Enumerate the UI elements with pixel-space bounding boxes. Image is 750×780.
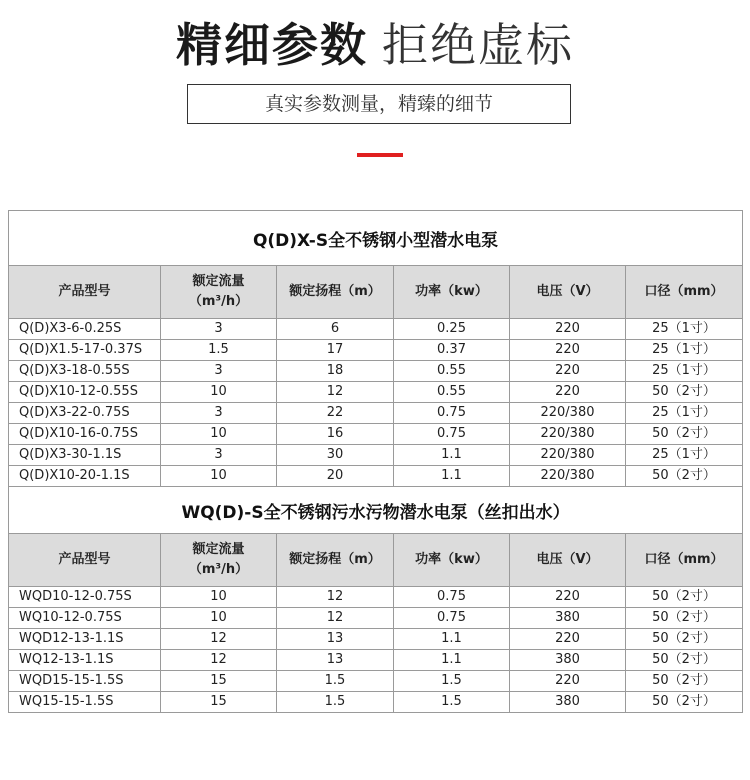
title-bold: 精细参数: [176, 18, 368, 72]
table-cell: 0.75: [394, 424, 510, 445]
col-header-model: [9, 534, 161, 587]
section-title: WQ(D)-S全不锈钢污水污物潜水电泵（丝扣出水）: [9, 487, 743, 534]
table-cell: 3: [161, 445, 277, 466]
col-header-voltage: [510, 266, 626, 319]
table-cell: 12: [277, 608, 394, 629]
col-header-caliber: [626, 534, 743, 587]
table-cell: WQ12-13-1.1S: [9, 650, 161, 671]
table-cell: 3: [161, 319, 277, 340]
col-header-flow-label: （m³/h）: [188, 294, 249, 309]
table-row: [9, 361, 743, 382]
table-cell: 220/380: [510, 424, 626, 445]
table-cell: 10: [161, 466, 277, 487]
table-cell: Q(D)X3-30-1.1S: [9, 445, 161, 466]
table-cell: 50（2寸）: [626, 650, 743, 671]
table-cell: 220: [510, 340, 626, 361]
table-cell: WQD15-15-1.5S: [9, 671, 161, 692]
table-cell: 50（2寸）: [626, 608, 743, 629]
col-header-caliber-label: 口径（mm）: [644, 552, 724, 567]
table-cell: WQ15-15-1.5S: [9, 692, 161, 713]
table-cell: 25（1寸）: [626, 340, 743, 361]
section-title-row: [9, 487, 743, 534]
table-cell: 220/380: [510, 466, 626, 487]
table-cell: 50（2寸）: [626, 692, 743, 713]
col-header-power-label: 功率（kw）: [415, 284, 488, 299]
table-cell: 1.5: [161, 340, 277, 361]
col-header-head-label: 额定扬程（m）: [289, 284, 381, 299]
table-cell: 220: [510, 382, 626, 403]
table-cell: 10: [161, 587, 277, 608]
table-cell: 25（1寸）: [626, 361, 743, 382]
accent-divider: [357, 153, 403, 157]
table-cell: 1.1: [394, 466, 510, 487]
table-row: [9, 692, 743, 713]
table-row: [9, 382, 743, 403]
table-cell: 6: [277, 319, 394, 340]
col-header-flow: [161, 534, 277, 587]
table-cell: 50（2寸）: [626, 466, 743, 487]
subtitle-box: [187, 84, 571, 124]
table-cell: 25（1寸）: [626, 445, 743, 466]
col-header-power: [394, 534, 510, 587]
table-row: [9, 319, 743, 340]
spec-table: [8, 210, 743, 713]
table-cell: 3: [161, 361, 277, 382]
section-title: Q(D)X-S全不锈钢小型潜水电泵: [9, 211, 743, 266]
table-cell: 0.55: [394, 382, 510, 403]
table-cell: 1.1: [394, 629, 510, 650]
table-cell: 380: [510, 608, 626, 629]
table-cell: 10: [161, 608, 277, 629]
col-header-flow-label: （m³/h）: [188, 562, 249, 577]
col-header-head-label: 额定扬程（m）: [289, 552, 381, 567]
subtitle: 真实参数测量，精臻的细节: [264, 93, 493, 115]
page-title: [0, 10, 750, 80]
table-cell: 0.75: [394, 403, 510, 424]
col-header-voltage-label: 电压（V）: [536, 552, 599, 567]
table-cell: 12: [277, 587, 394, 608]
table-row: [9, 445, 743, 466]
table-cell: 50（2寸）: [626, 382, 743, 403]
table-row: [9, 650, 743, 671]
table-cell: 12: [161, 629, 277, 650]
table-cell: 12: [277, 382, 394, 403]
table-row: [9, 424, 743, 445]
table-cell: 1.5: [394, 692, 510, 713]
table-cell: 17: [277, 340, 394, 361]
table-cell: 1.5: [277, 671, 394, 692]
table-cell: 13: [277, 650, 394, 671]
col-header-head: [277, 266, 394, 319]
col-header-caliber: [626, 266, 743, 319]
table-cell: 1.5: [394, 671, 510, 692]
table-cell: 220: [510, 361, 626, 382]
table-cell: 20: [277, 466, 394, 487]
col-header-flow: [161, 266, 277, 319]
table-cell: Q(D)X10-20-1.1S: [9, 466, 161, 487]
table-cell: 0.25: [394, 319, 510, 340]
table-cell: 30: [277, 445, 394, 466]
col-header-flow-label: 额定流量: [192, 274, 245, 289]
table-cell: 220: [510, 671, 626, 692]
table-cell: 0.55: [394, 361, 510, 382]
col-header-voltage: [510, 534, 626, 587]
table-row: [9, 671, 743, 692]
table-row: [9, 403, 743, 424]
table-cell: 0.37: [394, 340, 510, 361]
table-cell: 220/380: [510, 445, 626, 466]
table-cell: 13: [277, 629, 394, 650]
table-cell: 3: [161, 403, 277, 424]
table-cell: Q(D)X1.5-17-0.37S: [9, 340, 161, 361]
table-cell: 25（1寸）: [626, 403, 743, 424]
table-cell: 1.1: [394, 650, 510, 671]
table-cell: Q(D)X3-18-0.55S: [9, 361, 161, 382]
table-cell: 220: [510, 319, 626, 340]
header-row: [9, 534, 743, 587]
table-cell: 12: [161, 650, 277, 671]
table-cell: 1.1: [394, 445, 510, 466]
col-header-head: [277, 534, 394, 587]
table-cell: 380: [510, 650, 626, 671]
table-cell: 220: [510, 587, 626, 608]
table-cell: 15: [161, 671, 277, 692]
table-cell: WQ10-12-0.75S: [9, 608, 161, 629]
table-cell: 50（2寸）: [626, 629, 743, 650]
table-cell: 15: [161, 692, 277, 713]
table-cell: Q(D)X3-22-0.75S: [9, 403, 161, 424]
col-header-power: [394, 266, 510, 319]
table-cell: 22: [277, 403, 394, 424]
col-header-voltage-label: 电压（V）: [536, 284, 599, 299]
table-cell: 50（2寸）: [626, 671, 743, 692]
table-row: [9, 608, 743, 629]
table-cell: 16: [277, 424, 394, 445]
col-header-power-label: 功率（kw）: [415, 552, 488, 567]
col-header-model-label: 产品型号: [58, 284, 111, 299]
table-cell: 50（2寸）: [626, 424, 743, 445]
section-title-row: [9, 211, 743, 266]
table-row: [9, 340, 743, 361]
table-cell: WQD10-12-0.75S: [9, 587, 161, 608]
table-row: [9, 587, 743, 608]
table-row: [9, 629, 743, 650]
col-header-model-label: 产品型号: [58, 552, 111, 567]
table-cell: WQD12-13-1.1S: [9, 629, 161, 650]
table-cell: 220: [510, 629, 626, 650]
header-row: [9, 266, 743, 319]
table-cell: 0.75: [394, 608, 510, 629]
table-cell: 220/380: [510, 403, 626, 424]
table-cell: 10: [161, 424, 277, 445]
table-row: [9, 466, 743, 487]
spec-table-body: [9, 211, 743, 713]
spec-table-container: [8, 210, 742, 713]
table-cell: Q(D)X3-6-0.25S: [9, 319, 161, 340]
table-cell: 10: [161, 382, 277, 403]
col-header-flow-label: 额定流量: [192, 542, 245, 557]
table-cell: 380: [510, 692, 626, 713]
table-cell: Q(D)X10-12-0.55S: [9, 382, 161, 403]
table-cell: 1.5: [277, 692, 394, 713]
table-cell: 18: [277, 361, 394, 382]
col-header-model: [9, 266, 161, 319]
table-cell: 50（2寸）: [626, 587, 743, 608]
table-cell: Q(D)X10-16-0.75S: [9, 424, 161, 445]
table-cell: 0.75: [394, 587, 510, 608]
table-cell: 25（1寸）: [626, 319, 743, 340]
col-header-caliber-label: 口径（mm）: [644, 284, 724, 299]
title-light: 拒绝虚标: [382, 18, 574, 72]
